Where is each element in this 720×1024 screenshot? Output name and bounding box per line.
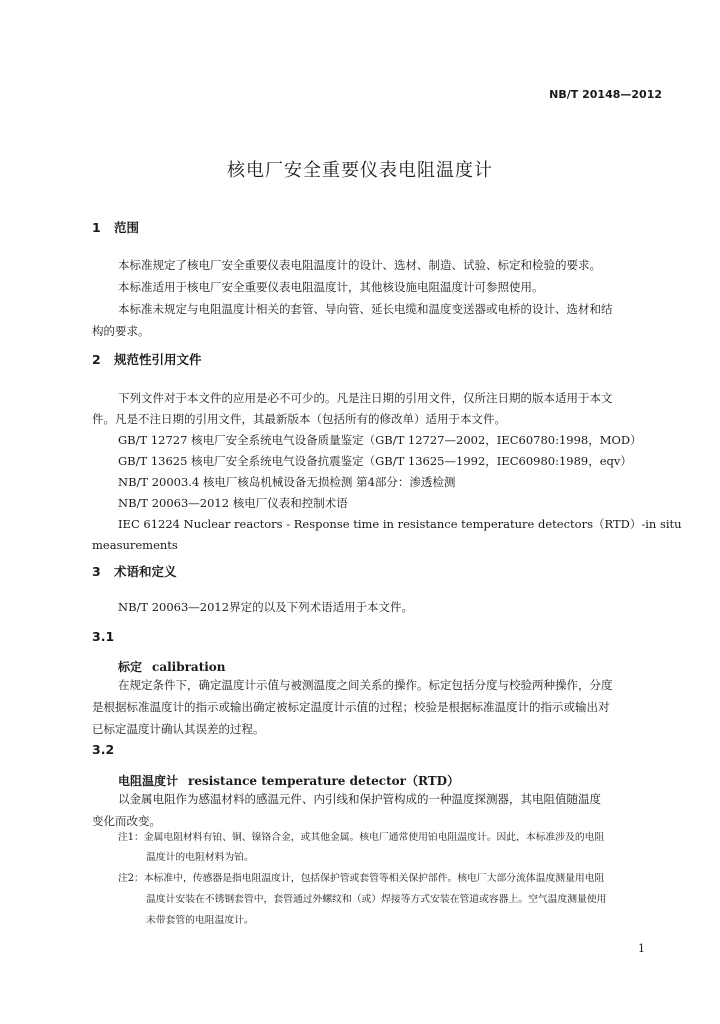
- term-chinese: 标定: [118, 660, 143, 674]
- section-1-heading: [92, 218, 139, 236]
- paragraph: 本标准规定了核电厂安全重要仪表电阻温度计的设计、选材、制造、试验、标定和检验的要求。: [118, 258, 601, 272]
- definition-continuation: 是根据标准温度计的指示或输出确定被标定温度计示值的过程；校验是根据标准温度计的指示或输出对: [92, 700, 610, 714]
- standard-number: NB/T 20148—2012: [549, 88, 662, 101]
- note-1: [118, 827, 604, 848]
- paragraph-continuation: 构的要求。: [92, 324, 150, 338]
- note-label: 注1：: [118, 832, 144, 843]
- term-chinese: 电阻温度计: [118, 774, 179, 788]
- section-title: 规范性引用文件: [114, 352, 202, 367]
- section-title: 术语和定义: [114, 564, 177, 579]
- note-1-continuation: 温度计的电阻材料为铂。: [146, 852, 254, 863]
- note-2-continuation: 未带套管的电阻温度计。: [146, 915, 254, 926]
- paragraph: 本标准未规定与电阻温度计相关的套管、导向管、延长电缆和温度变送器或电桥的设计、选材和结: [118, 302, 613, 316]
- note-2: [118, 868, 604, 889]
- paragraph: NB/T 20063—2012界定的以及下列术语适用于本文件。: [118, 600, 414, 614]
- definition-continuation: 变化而改变。: [92, 814, 161, 828]
- term-heading: [118, 656, 226, 675]
- reference-item: GB/T 13625 核电厂安全系统电气设备抗震鉴定（GB/T 13625—1992，IEC60980:1989，eqv）: [118, 454, 632, 468]
- page-number: 1: [638, 942, 645, 955]
- term-heading: [118, 770, 459, 789]
- section-number: 3: [92, 564, 101, 579]
- section-3-heading: [92, 562, 177, 580]
- reference-item: NB/T 20003.4 核电厂核岛机械设备无损检测 第4部分：渗透检测: [118, 475, 456, 489]
- definition: 以金属电阻作为感温材料的感温元件、内引线和保护管构成的一种温度探测器，其电阻值随温度: [118, 792, 601, 806]
- term-english: resistance temperature detector（RTD）: [188, 774, 460, 788]
- paragraph: 下列文件对于本文件的应用是必不可少的。凡是注日期的引用文件，仅所注日期的版本适用于本文: [118, 391, 613, 405]
- note-label: 注2：: [118, 873, 144, 884]
- reference-item: NB/T 20063—2012 核电厂仪表和控制术语: [118, 496, 348, 510]
- definition-continuation: 已标定温度计确认其误差的过程。: [92, 722, 265, 736]
- reference-item: GB/T 12727 核电厂安全系统电气设备质量鉴定（GB/T 12727—2002，IEC60780:1998，MOD）: [118, 433, 642, 447]
- note-2-continuation: 温度计安装在不锈钢套管中，套管通过外螺纹和（或）焊接等方式安装在管道或容器上。空气温度测量使用: [146, 894, 607, 905]
- reference-item-continuation: measurements: [92, 538, 178, 552]
- note-text: 本标准中，传感器是指电阻温度计，包括保护管或套管等相关保护部件。核电厂大部分流体温度测量用电阻: [143, 873, 605, 884]
- term-english: calibration: [152, 660, 226, 674]
- section-2-heading: [92, 350, 202, 368]
- paragraph-continuation: 件。凡是不注日期的引用文件，其最新版本（包括所有的修改单）适用于本文件。: [92, 412, 506, 426]
- reference-item: IEC 61224 Nuclear reactors - Response time in resistance temperature detectors（RTD）-in situ: [118, 517, 682, 531]
- subsection-3-1-number: 3.1: [92, 629, 115, 644]
- section-number: 2: [92, 352, 101, 367]
- definition: 在规定条件下，确定温度计示值与被测温度之间关系的操作。标定包括分度与校验两种操作，分度: [118, 678, 613, 692]
- section-title: 范围: [114, 220, 140, 235]
- subsection-3-2-number: 3.2: [92, 742, 115, 757]
- paragraph: 本标准适用于核电厂安全重要仪表电阻温度计，其他核设施电阻温度计可参照使用。: [118, 280, 544, 294]
- note-text: 金属电阻材料有铂、铜、镍铬合金，或其他金属。核电厂通常使用铂电阻温度计。因此，本标准涉及的电阻: [143, 832, 605, 843]
- document-title: 核电厂安全重要仪表电阻温度计: [227, 160, 493, 181]
- section-number: 1: [92, 220, 101, 235]
